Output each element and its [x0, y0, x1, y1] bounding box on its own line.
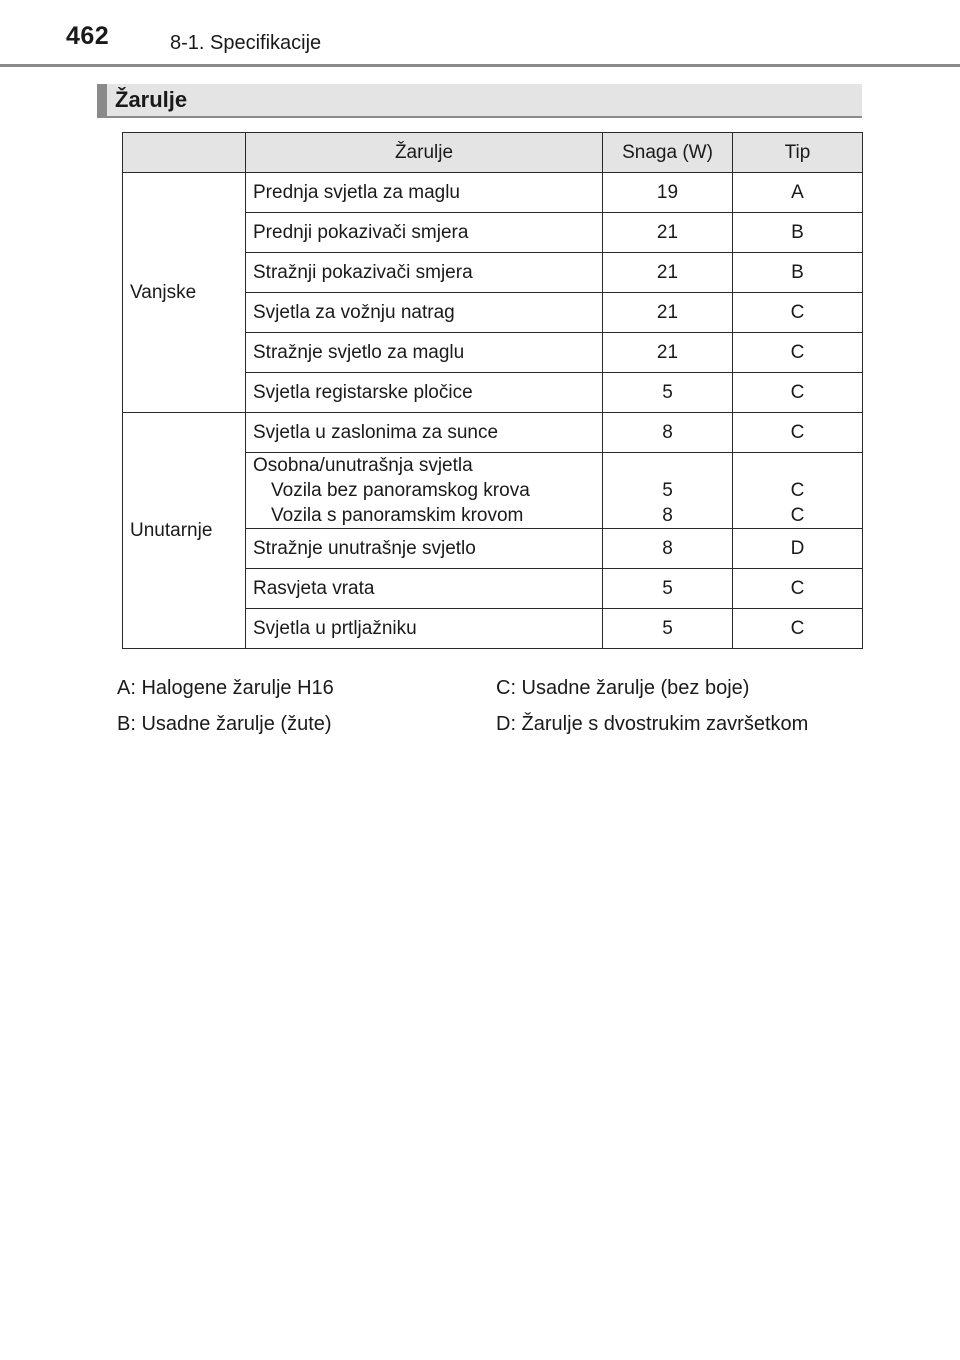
table-row [123, 413, 863, 453]
bulb-label-multi [246, 453, 603, 529]
legend-c: C: Usadne žarulje (bez boje) [496, 677, 750, 699]
bulb-type: C [733, 609, 863, 649]
bulb-type: C [733, 569, 863, 609]
section-label: 8-1. Specifikacije [170, 32, 322, 54]
header-cell-type: Tip [733, 133, 863, 173]
bulb-type: C [733, 373, 863, 413]
table-row [123, 173, 863, 213]
bulb-label: Stražnje unutrašnje svjetlo [246, 529, 603, 569]
header-cell-empty [123, 133, 246, 173]
bulb-label: Svjetla u zaslonima za sunce [246, 413, 603, 453]
section-title: Žarulje [115, 87, 188, 112]
bulb-power: 21 [603, 293, 733, 333]
bulb-sub-label: Vozila bez panoramskog krova [271, 480, 530, 501]
bulb-type: D [733, 529, 863, 569]
bulb-type: A [733, 173, 863, 213]
bulb-power-multi [603, 453, 733, 529]
bulb-type: C [790, 505, 805, 526]
bulb-label: Svjetla registarske pločice [246, 373, 603, 413]
page-number: 462 [66, 22, 110, 50]
bulb-power: 21 [603, 333, 733, 373]
bulb-type: C [790, 480, 805, 501]
bulb-type: B [733, 213, 863, 253]
bulb-power: 5 [603, 569, 733, 609]
bulb-label: Rasvjeta vrata [246, 569, 603, 609]
section-title-bar [97, 84, 862, 118]
table-header-row [123, 133, 863, 173]
bulb-label: Prednja svjetla za maglu [246, 173, 603, 213]
title-accent [97, 84, 107, 118]
bulb-type: C [733, 413, 863, 453]
bulb-sub-label: Vozila s panoramskim krovom [271, 505, 524, 526]
group-interior: Unutarnje [123, 413, 246, 649]
bulb-label: Stražnji pokazivači smjera [246, 253, 603, 293]
header-cell-power: Snaga (W) [603, 133, 733, 173]
bulb-type: C [733, 293, 863, 333]
bulb-label: Svjetla za vožnju natrag [246, 293, 603, 333]
bulb-power: 21 [603, 213, 733, 253]
bulb-label: Stražnje svjetlo za maglu [246, 333, 603, 373]
bulb-power: 8 [603, 529, 733, 569]
group-exterior: Vanjske [123, 173, 246, 413]
legend-a: A: Halogene žarulje H16 [117, 677, 334, 699]
bulb-label: Prednji pokazivači smjera [246, 213, 603, 253]
bulb-power: 5 [662, 480, 673, 501]
header-cell-bulbs: Žarulje [246, 133, 603, 173]
bulb-type: B [733, 253, 863, 293]
bulb-power: 5 [603, 373, 733, 413]
bulb-power: 19 [603, 173, 733, 213]
bulb-power: 21 [603, 253, 733, 293]
legend-b: B: Usadne žarulje (žute) [117, 713, 332, 735]
bulb-table [122, 132, 863, 649]
page-header [0, 0, 960, 70]
bulb-power: 8 [603, 413, 733, 453]
bulb-label: Osobna/unutrašnja svjetla [253, 455, 473, 476]
bulb-label: Svjetla u prtljažniku [246, 609, 603, 649]
header-divider [0, 64, 960, 67]
bulb-power: 8 [662, 505, 673, 526]
bulb-type: C [733, 333, 863, 373]
bulb-type-multi [733, 453, 863, 529]
legend-d: D: Žarulje s dvostrukim završetkom [496, 713, 809, 735]
bulb-power: 5 [603, 609, 733, 649]
